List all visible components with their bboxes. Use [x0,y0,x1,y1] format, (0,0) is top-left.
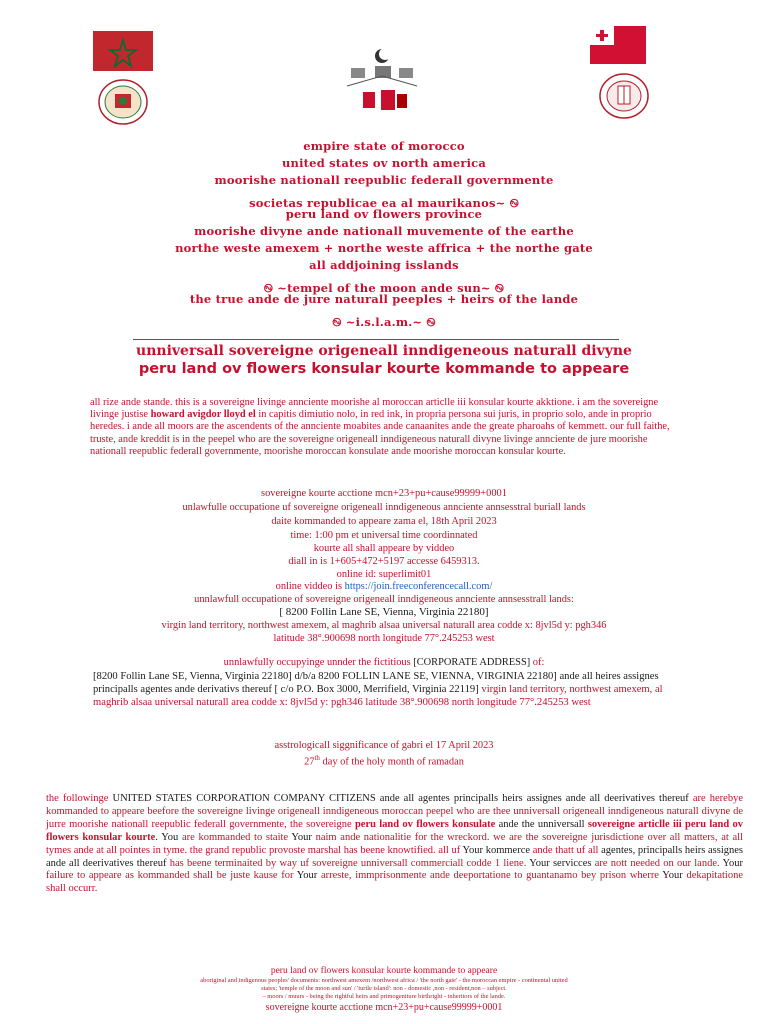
video-appear-line: kourte all shall appeare by viddeo [313,543,455,554]
moorish-seal-right-icon [598,72,650,120]
tonga-flag-icon [590,26,646,64]
command-segment: has beene terminaited by way uf sovereigne unniversall commerciall codde 1 liene. [166,857,530,869]
appear-date-line: daite kommanded to appeare zama el, 18th April 2023 [271,516,497,527]
time-line: time: 1:00 pm et universal time coordinnated [290,530,478,541]
moorish-seal-left-icon [97,78,149,126]
territory-line: virgin land territory, northwest amexem, al maghrib alsaa universal naturall area codde x: 8jvl5d y: pgh346 [161,620,607,631]
ramadan-day: 27 [304,756,315,768]
command-segment: naim ande nationalitie for the wreckord. we are the sovereigne jurisdictione over all matters, at all tymes ande at all pointes in tyme. the grand republic provoste marshal has beene knowtified. all uf [46,831,743,856]
header-line: ࿊ ~tempel of the moon ande sun~ ࿊ [263,281,505,295]
crescent-flags-icon [337,46,427,124]
unlawful-occupation-line: unlawfulle occupatione uf sovereigne origeneall inndigeneous annciente annsesstral buriall lands [182,502,586,513]
command-segment: Your [662,870,683,882]
online-id-line: online id: superlimit01 [336,569,432,580]
command-paragraph [46,793,743,896]
header-line: peru land ov flowers province [285,207,483,221]
command-segment: sovereigne articlle iii peru land ov flowers konsular kourte [46,818,743,843]
title-line-1: unniversall sovereigne origeneall inndigeneous naturall divyne [136,343,632,359]
intro-text-2: in capitis dimiutio nolo, in red ink, in propria persona sui juris, in proprio solo, ande in proprio heredes. i ande all moors are the ascendents of the annciente moabites ande canaanites ande the greate pharoahs of kemmett. our full faithe, truste, ande kreddit is in the peepel who are the sovereigne origeneall inndigeneous naturall divyne livinge annciente de jure moorishe nationall reepublic federall governmente, moorishe moroccan konsulate ande moorishe moroccan konsular kourte. [90,409,670,457]
header-line: united states ov north america [281,156,487,170]
fictitious-lead [0,657,768,669]
ramadan-text: day of the holy month of ramadan [319,756,464,768]
header-line: all addjoining isslands [309,258,459,272]
conference-link[interactable]: https://join.freeconferencecall.com/ [344,581,493,592]
title-line-2: peru land ov flowers konsular kourte kommande to appeare [138,361,630,377]
intro-text-1: all rize ande stande. this is a sovereigne livinge annciente moorishe al moroccan articlle iii konsular kourte akktione. i am the sovereigne livinge justise [90,397,659,421]
command-segment: Your [296,870,318,882]
header-line: societas republicae ea al maurikanos~ ࿊ [249,196,519,210]
command-segment: Your [291,831,312,843]
court-action-line: sovereigne kourte acctione mcn+23+pu+cause99999+0001 [261,488,507,499]
command-segment: Your servicces [529,857,592,869]
astrology-line: asstrologicall siggnificance of gabri el 17 April 2023 [274,740,494,751]
command-segment: the followinge [46,793,113,804]
command-segment: ande thatt uf all [530,844,602,856]
intro-paragraph [90,397,680,458]
header-line: moorishe divyne ande nationall muvemente of the earthe [194,224,574,238]
command-segment: Your kommerce [462,844,531,856]
command-segment: are nott needed on our lande. [591,857,723,869]
justice-name: howard avigdor lloyd el [150,409,256,421]
command-segment: are kommanded to staite [181,831,292,843]
header-line: empire state of morocco [303,139,465,153]
latlong-line: latitude 38°.900698 north longitude 77°.245253 west [273,633,495,644]
dial-in-line: diall in is 1+605+472+5197 accesse 6459313. [288,556,480,567]
footer-note-3: – moors / muurs - being the rightful heirs and primogeniture birthright - inheritors of the lande. [262,993,506,1000]
corporate-address-label: [CORPORATE ADDRESS] [413,657,531,668]
fictitious-body: [8200 Follin Lane SE, Vienna, Virginia 22180] d/b/a 8200 FOLLIN LANE SE, VIENNA, VIRGINIA 22180] ande all heires assignes principalls agentes ande derivativs thereuf [ c/o P.O. Box 3000, Merrifield, Virginia 22119] [93,671,659,695]
divider [133,339,619,340]
command-segment: are herebye kommanded to appeare beefore the sovereigne livinge origeneall inndigeneous moroccan peepel who are thee unniversall origeneall inndigeneous naturall divyne de jurre moorishe nationall reepublic federall governmente, the sovereigne [46,793,743,830]
fictitious-lead-text: unnlawfully occupyinge unnder the fictitious [223,657,414,668]
command-segment: UNITED STATES CORPORATION COMPANY CITIZENS [112,793,376,804]
footer-note-1: aboriginal and indigenous peoples' documents: northwest amexem /northwest africa / 'the north gate' - the moroccan empire - continental united [200,977,568,984]
fictitious-of: of: [530,657,545,668]
morocco-flag-icon [93,31,153,71]
header-line: moorishe nationall reepublic federall governmente [214,173,554,187]
command-segment: ande the unniversall [495,818,588,830]
header-line: ࿊ ~i.s.l.a.m.~ ࿊ [332,315,436,329]
header-line: the true ande de jure naturall peeples + heirs of the lande [189,292,579,306]
header-line: northe weste amexem + northe weste affrica + the northe gate [175,241,593,255]
address-line: [ 8200 Follin Lane SE, Vienna, Virginia 22180] [279,606,489,618]
command-segment: . You [155,831,182,843]
ramadan-suffix: th [314,754,320,762]
ramadan-line [0,752,768,769]
command-segment: failure to appeare as kommanded shall be juste kause for [46,870,297,882]
occupation-lands-line: unnlawfull occupatione of sovereigne origeneall inndigeneous annciente annsesstrall lands: [194,594,574,605]
command-segment: arreste, immprisonmente ande deeportatione to guantanamo bey prison wherre [317,870,663,882]
footer-note-2: states; 'temple of the moon and sun' / 'turtle island': non - domestic ,non - resident,non – subject. [261,985,507,992]
command-segment: ande all agentes principalls heirs assignes ande all deerivatives thereuf [375,793,693,804]
online-video-line [0,581,768,593]
footer-title: peru land ov flowers konsular kourte kommande to appeare [270,966,498,976]
fictitious-tail: virgin land territory, northwest amexem, al maghrib alsaa universal naturall area codde x: 8jvl5d y: pgh346 latitude 38°.900698 north longitude 77°.245253 west [93,684,663,708]
online-video-label: online viddeo is [275,581,345,592]
command-segment: peru land ov flowers konsulate [354,818,496,830]
command-segment: Your [722,857,744,869]
command-segment: agentes, principalls heirs assignes ande all deerivatives thereuf [46,844,743,869]
footer-court-action: sovereigne kourte acctione mcn+23+pu+cause99999+0001 [265,1002,503,1013]
command-segment: dekapitatione shall occurr. [46,870,743,895]
fictitious-paragraph [93,670,676,709]
